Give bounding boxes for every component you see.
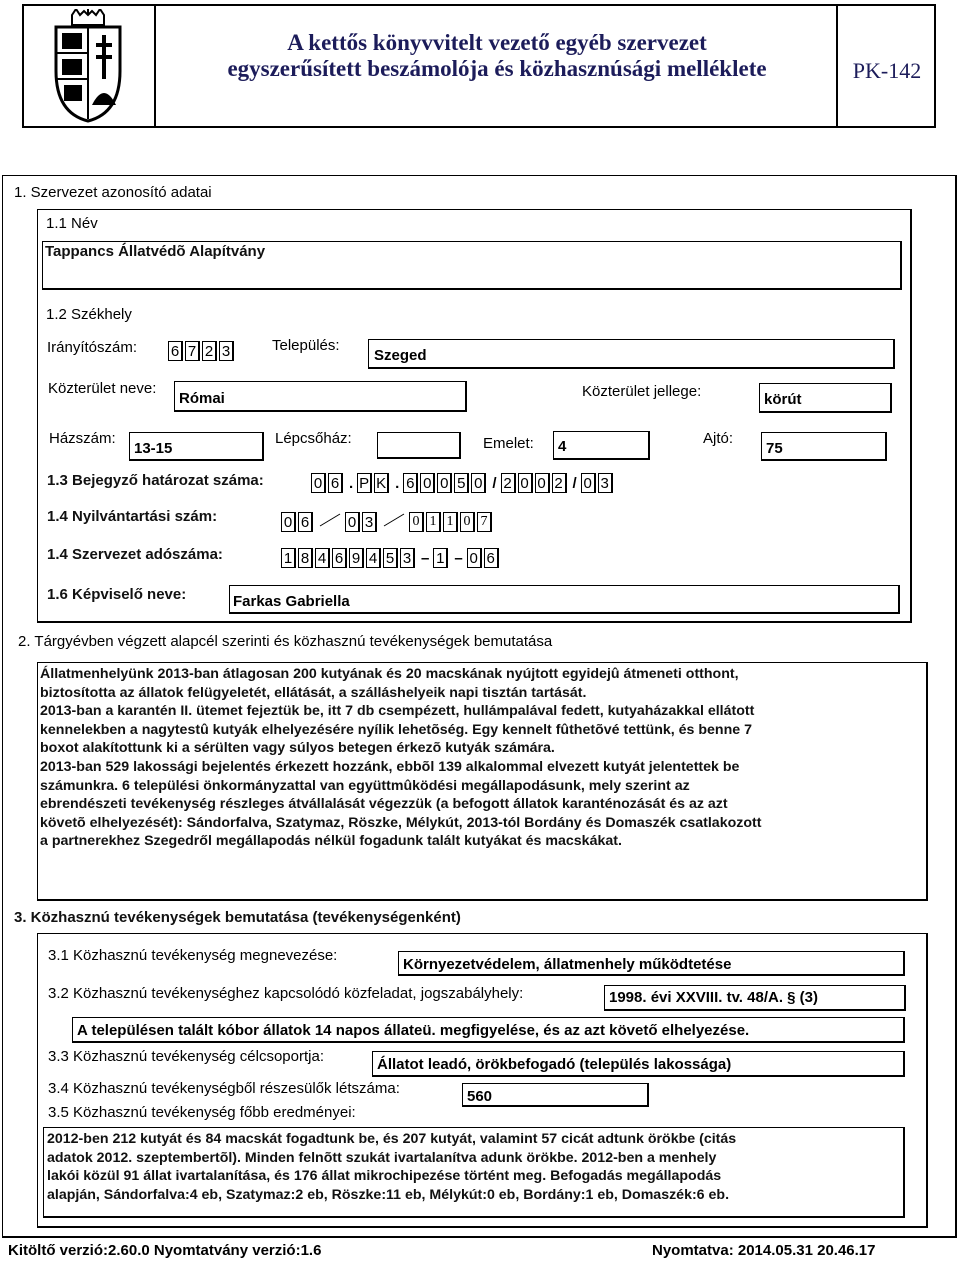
digit-cell: 2 bbox=[202, 341, 217, 361]
coat-of-arms-logo bbox=[50, 9, 126, 123]
decision-dot-separator: . bbox=[395, 474, 400, 492]
tax-number-field[interactable] bbox=[281, 548, 501, 568]
digit-cell: 1 bbox=[443, 512, 458, 532]
digit-cell: 3 bbox=[362, 512, 377, 532]
text-line: követõ elhelyezését): Sándorfalva, Szatymaz, Röszke, Mélykút, 2013-tól Bordány és Domaszék csatlakozott bbox=[40, 814, 762, 831]
count-value: 560 bbox=[467, 1088, 493, 1105]
tax-label: 1.4 Szervezet adószáma: bbox=[47, 546, 223, 563]
street-type-value: körút bbox=[764, 391, 802, 408]
digit-cell: 3 bbox=[598, 473, 613, 493]
rep-label: 1.6 Képviselő neve: bbox=[47, 586, 187, 603]
name-value: Tappancs Állatvédõ Alapítvány bbox=[45, 243, 266, 260]
digit-cell: 8 bbox=[298, 548, 313, 568]
digit-cell: 1 bbox=[281, 548, 296, 568]
target-value: Állatot leadó, örökbefogadó (település lakossága) bbox=[377, 1056, 732, 1073]
form-title-line2: egyszerűsített beszámolója és közhasznúsági melléklete bbox=[227, 56, 767, 81]
registry-label: 1.4 Nyilvántartási szám: bbox=[47, 508, 218, 525]
digit-cell: 6 bbox=[328, 473, 343, 493]
digit-cell: 0 bbox=[409, 512, 424, 532]
text-line: számunkra. 6 települési önkormányzattal van együttmûködési megállapodásunk, mely szerint az bbox=[40, 777, 690, 794]
digit-cell: 1 bbox=[426, 512, 441, 532]
text-line: kennelekben a nagytestû kutyák elhelyezésére nyílik lehetõség. Egy kennelt fûthetõvé tettünk, és benne 7 bbox=[40, 721, 752, 738]
street-label: Közterület neve: bbox=[48, 380, 157, 397]
text-line: a partnerekhez Szegedről megállapodás nélkül fogadunk talált kutyákat és macskákat. bbox=[40, 833, 622, 850]
digit-cell: 1 bbox=[433, 548, 448, 568]
city-value: Szeged bbox=[374, 347, 427, 364]
decision-dot-separator: . bbox=[349, 474, 354, 492]
floor-label: Emelet: bbox=[483, 435, 534, 452]
door-value: 75 bbox=[766, 440, 783, 457]
digit-cell: 6 bbox=[484, 548, 499, 568]
digit-cell: 0 bbox=[467, 548, 482, 568]
text-line: 2012-ben 212 kutyát és 84 macskát fogadtunk be, és 207 kutyát, valamint 57 cicát adtunk örökbe (citás bbox=[47, 1131, 737, 1147]
digit-cell: 5 bbox=[383, 548, 398, 568]
activity-name-label: 3.1 Közhasznú tevékenység megnevezése: bbox=[48, 947, 338, 964]
decision-slash-separator: / bbox=[492, 474, 497, 492]
tax-dash-separator: – bbox=[454, 549, 463, 567]
door-label: Ajtó: bbox=[703, 430, 734, 447]
city-field[interactable] bbox=[368, 339, 895, 369]
text-line: alapján, Sándorfalva:4 eb, Szatymaz:2 eb, Röszke:11 eb, Mélykút:0 eb, Bordány:1 eb, Domaszék:6 eb. bbox=[47, 1186, 730, 1203]
text-line: biztosította az állatok felügyeletét, ellátását, a szálláshelyeik napi tisztán tartását. bbox=[40, 684, 587, 701]
form-title-line1: A kettős könyvvitelt vezető egyéb szervezet bbox=[287, 30, 707, 55]
digit-cell: K bbox=[374, 473, 389, 493]
floor-field[interactable] bbox=[553, 431, 650, 460]
registry-number-field[interactable] bbox=[281, 512, 494, 532]
decision-label: 1.3 Bejegyző határozat száma: bbox=[47, 472, 264, 489]
digit-cell: 0 bbox=[471, 473, 486, 493]
digit-cell: 6 bbox=[298, 512, 313, 532]
section2-text bbox=[40, 665, 761, 851]
decision-slash-separator: / bbox=[572, 474, 577, 492]
section1-title: 1. Szervezet azonosító adatai bbox=[14, 184, 212, 201]
digit-cell: 0 bbox=[518, 473, 533, 493]
digit-cell: 6 bbox=[403, 473, 418, 493]
digit-cell: 7 bbox=[185, 341, 200, 361]
seat-label: 1.2 Székhely bbox=[46, 306, 132, 323]
street-type-label: Közterület jellege: bbox=[582, 383, 702, 400]
results-label: 3.5 Közhasznú tevékenység főbb eredményei: bbox=[48, 1104, 356, 1121]
text-line: adatok 2012. szeptembertõl). Minden felnõtt szukát ivartalanítva adunk örökbe. 2012-ben a menhely bbox=[47, 1149, 717, 1166]
digit-cell: 2 bbox=[501, 473, 516, 493]
form-code: PK-142 bbox=[852, 58, 922, 83]
text-line: lakói közül 91 állat ivartalanítása, és 176 állat mikrochipezése történt meg. Befogadás megállapodás bbox=[47, 1168, 722, 1185]
name-label: 1.1 Név bbox=[46, 215, 98, 232]
digit-cell: 0 bbox=[581, 473, 596, 493]
house-value: 13-15 bbox=[134, 440, 173, 457]
digit-cell: 0 bbox=[437, 473, 452, 493]
text-line: 2013-ban a karantén II. ütemet fejeztük be, itt 7 db csempézett, hullámpalával fedett, kutyaházakkal ellátott bbox=[40, 703, 755, 720]
tax-dash-separator: – bbox=[421, 549, 430, 567]
law-value: 1998. évi XXVIII. tv. 48/A. § (3) bbox=[609, 989, 818, 1006]
text-line: 2013-ban 529 lakossági bejelentés érkezett hozzánk, ebbõl 139 alkalommal elvezett kutyát jelentettek be bbox=[40, 758, 740, 775]
digit-cell: 5 bbox=[454, 473, 469, 493]
footer-version: Kitöltő verzió:2.60.0 Nyomtatvány verzió:1.6 bbox=[8, 1242, 322, 1259]
digit-cell: 6 bbox=[168, 341, 183, 361]
law-label: 3.2 Közhasznú tevékenységhez kapcsolódó közfeladat, jogszabályhely: bbox=[48, 985, 524, 1002]
rep-value: Farkas Gabriella bbox=[233, 593, 350, 610]
digit-cell: 3 bbox=[400, 548, 415, 568]
digit-cell: 0 bbox=[535, 473, 550, 493]
digit-cell: 3 bbox=[219, 341, 234, 361]
digit-cell: 0 bbox=[281, 512, 296, 532]
text-line: ebrendészeti tevékenység részleges átvállalását végezzük (a befogott állatok karanténozását és az azt bbox=[40, 796, 728, 813]
registry-slash-separator bbox=[319, 513, 341, 531]
digit-cell: 0 bbox=[311, 473, 326, 493]
decision-number-field[interactable] bbox=[311, 473, 615, 493]
form-title bbox=[156, 30, 838, 82]
digit-cell: 0 bbox=[420, 473, 435, 493]
city-label: Település: bbox=[272, 337, 340, 354]
digit-cell: 7 bbox=[477, 512, 492, 532]
zip-field[interactable] bbox=[168, 341, 236, 361]
text-line: Állatmenhelyünk 2013-ban átlagosan 200 kutyának és 20 macskának nyújtott egyidejû átmeneti otthont, bbox=[40, 666, 739, 682]
digit-cell: 6 bbox=[332, 548, 347, 568]
house-label: Házszám: bbox=[49, 430, 116, 447]
section3-title: 3. Közhasznú tevékenységek bemutatása (tevékenységenként) bbox=[14, 909, 461, 926]
header bbox=[22, 4, 936, 128]
count-label: 3.4 Közhasznú tevékenységből részesülők létszáma: bbox=[48, 1080, 400, 1097]
target-label: 3.3 Közhasznú tevékenység célcsoportja: bbox=[48, 1048, 324, 1065]
stair-label: Lépcsőház: bbox=[275, 430, 352, 447]
digit-cell: 0 bbox=[345, 512, 360, 532]
digit-cell: 9 bbox=[349, 548, 364, 568]
law-detail-value: A településen talált kóbor állatok 14 napos állateü. megfigyelése, és az azt követő elhelyezése. bbox=[77, 1022, 750, 1039]
activity-name-value: Környezetvédelem, állatmenhely működtetése bbox=[403, 956, 732, 973]
registry-slash-separator bbox=[383, 513, 405, 531]
section2-title: 2. Tárgyévben végzett alapcél szerinti és közhasznú tevékenységek bemutatása bbox=[18, 633, 553, 650]
digit-cell: 0 bbox=[460, 512, 475, 532]
text-line: boxot alakítottunk ki a sérülten vagy súlyos betegen érkezõ kutyák számára. bbox=[40, 740, 555, 757]
digit-cell: 4 bbox=[315, 548, 330, 568]
results-text bbox=[47, 1130, 736, 1204]
floor-value: 4 bbox=[558, 438, 567, 455]
street-value: Római bbox=[179, 390, 225, 407]
footer-printed: Nyomtatva: 2014.05.31 20.46.17 bbox=[652, 1242, 876, 1259]
digit-cell: 4 bbox=[366, 548, 381, 568]
digit-cell: 2 bbox=[552, 473, 567, 493]
stair-field[interactable] bbox=[377, 432, 461, 459]
digit-cell: P bbox=[357, 473, 372, 493]
zip-label: Irányítószám: bbox=[47, 339, 138, 356]
